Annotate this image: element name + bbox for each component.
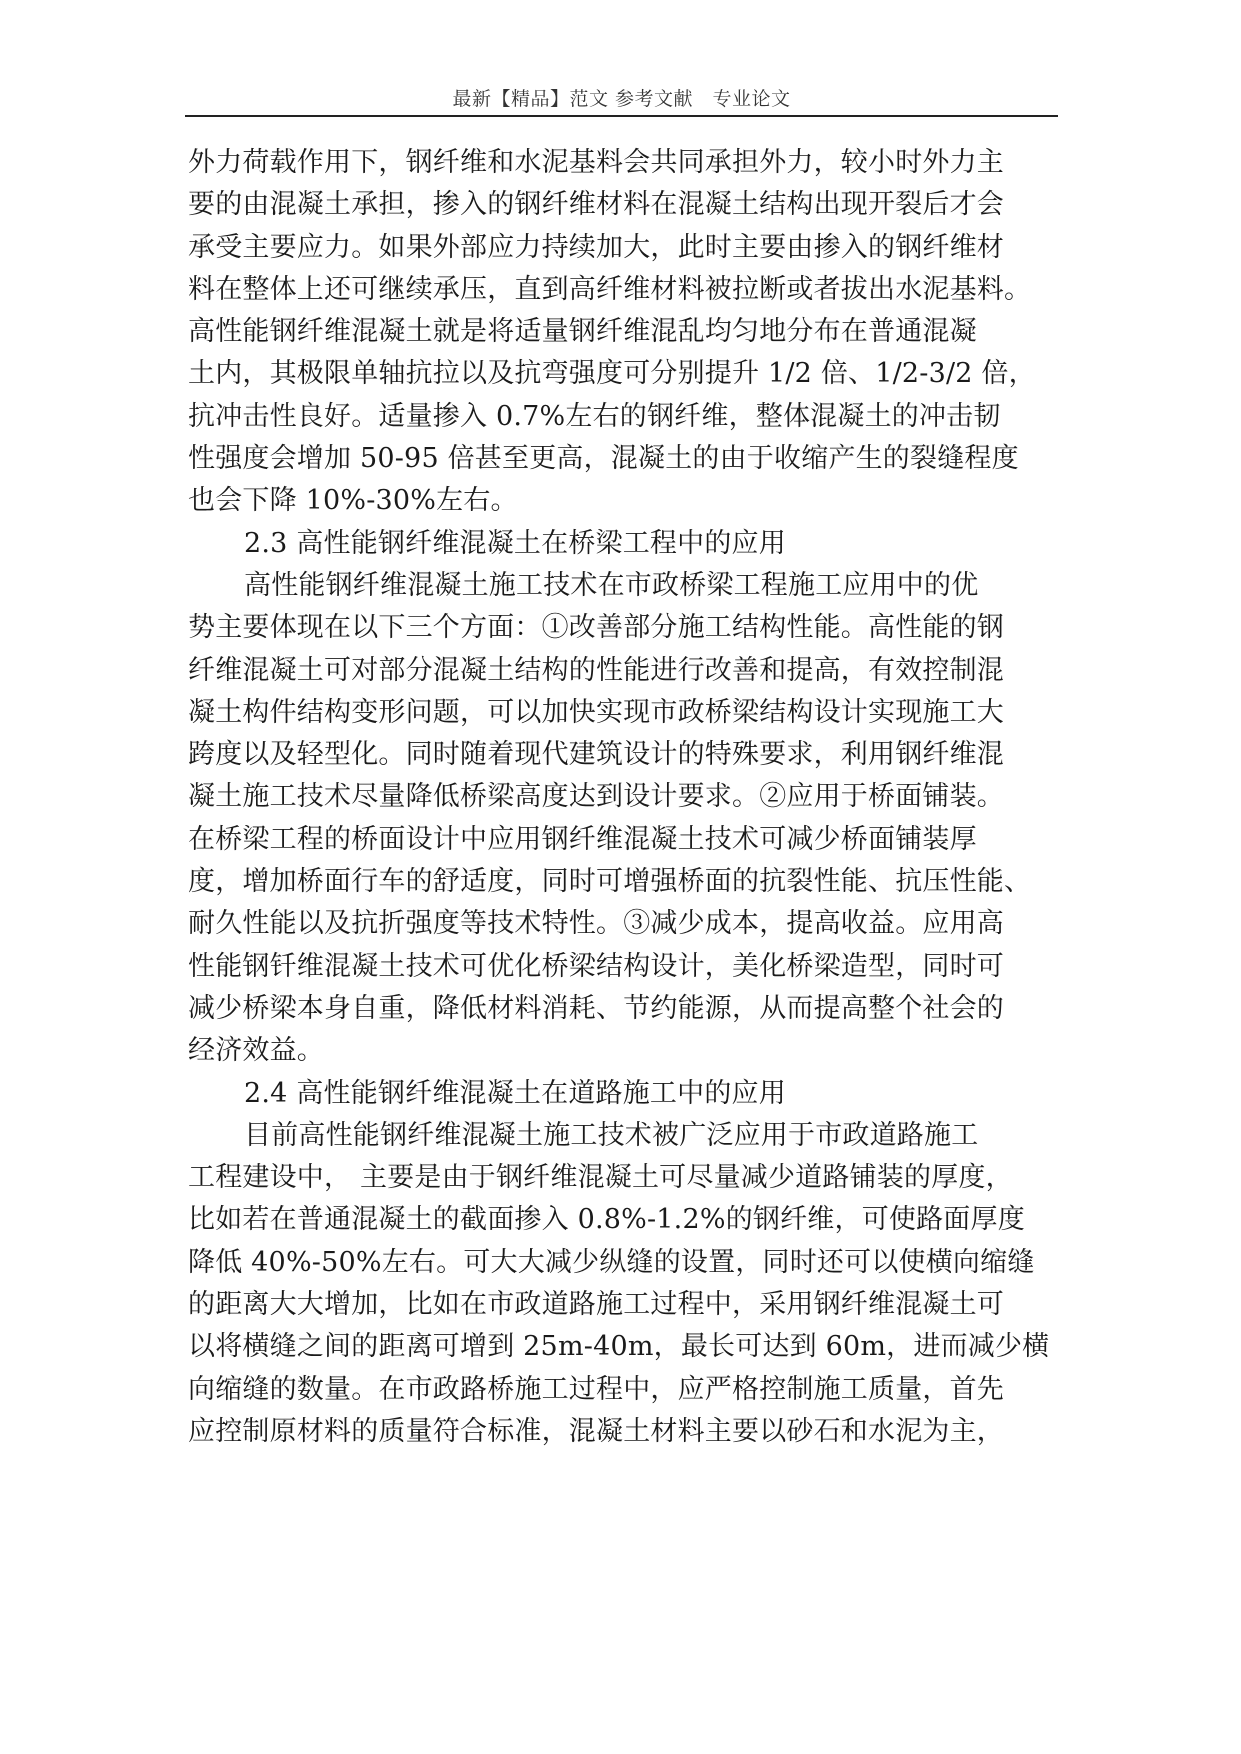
body-text-line: 以将横缝之间的距离可增到 25m-40m，最长可达到 60m，进而减少横 [188, 1331, 1050, 1363]
body-text-line: 比如若在普通混凝土的截面掺入 0.8%-1.2%的钢纤维，可使路面厚度 [188, 1204, 1025, 1236]
body-text-line: 减少桥梁本身自重，降低材料消耗、节约能源，从而提高整个社会的 [188, 992, 1004, 1024]
section-line-indented: 目前高性能钢纤维混凝土施工技术被广泛应用于市政道路施工 [244, 1119, 979, 1151]
document-body [188, 142, 1088, 1453]
body-text-line: 抗冲击性良好。适量掺入 0.7%左右的钢纤维，整体混凝土的冲击韧 [188, 400, 1001, 432]
body-text-line: 向缩缝的数量。在市政路桥施工过程中，应严格控制施工质量，首先 [188, 1373, 1004, 1405]
section-line-indented: 2.4 高性能钢纤维混凝土在道路施工中的应用 [244, 1077, 786, 1109]
body-text-line: 性强度会增加 50-95 倍甚至更高，混凝土的由于收缩产生的裂缝程度 [188, 443, 1019, 475]
body-text-line: 高性能钢纤维混凝土就是将适量钢纤维混乱均匀地分布在普通混凝 [188, 316, 977, 348]
body-text-line: 工程建设中， 主要是由于钢纤维混凝土可尽量减少道路铺装的厚度， [188, 1162, 1013, 1194]
body-text-line: 经济效益。 [188, 1035, 324, 1067]
body-text-line: 耐久性能以及抗折强度等技术特性。③减少成本，提高收益。应用高 [188, 908, 1004, 940]
body-text-line: 要的由混凝土承担，掺入的钢纤维材料在混凝土结构出现开裂后才会 [188, 189, 1004, 221]
body-text-line: 的距离大大增加，比如在市政道路施工过程中，采用钢纤维混凝土可 [188, 1289, 1004, 1321]
section-line-indented: 2.3 高性能钢纤维混凝土在桥梁工程中的应用 [244, 527, 786, 559]
body-text-line: 降低 40%-50%左右。可大大减少纵缝的设置，同时还可以使横向缩缝 [188, 1246, 1035, 1278]
body-text-line: 度，增加桥面行车的舒适度，同时可增强桥面的抗裂性能、抗压性能、 [188, 866, 1032, 898]
body-text-line: 料在整体上还可继续承压，直到高纤维材料被拉断或者拔出水泥基料。 [188, 273, 1032, 305]
body-text-line: 跨度以及轻型化。同时随着现代建筑设计的特殊要求，利用钢纤维混 [188, 739, 1004, 771]
body-text-line: 势主要体现在以下三个方面：①改善部分施工结构性能。高性能的钢 [188, 612, 1004, 644]
section-line-indented: 高性能钢纤维混凝土施工技术在市政桥梁工程施工应用中的优 [244, 569, 979, 601]
body-text-line: 应控制原材料的质量符合标准，混凝土材料主要以砂石和水泥为主， [188, 1415, 1004, 1447]
body-text-line: 土内，其极限单轴抗拉以及抗弯强度可分别提升 1/2 倍、1/2-3/2 倍， [188, 358, 1036, 390]
header-divider [185, 115, 1058, 117]
body-text-line: 凝土构件结构变形问题，可以加快实现市政桥梁结构设计实现施工大 [188, 696, 1004, 728]
page-header: 最新【精品】范文 参考文献 专业论文 [452, 88, 791, 110]
body-text-line: 性能钢钎维混凝土技术可优化桥梁结构设计，美化桥梁造型，同时可 [188, 950, 1004, 982]
body-text-line: 也会下降 10%-30%左右。 [188, 485, 518, 517]
body-text-line: 凝土施工技术尽量降低桥梁高度达到设计要求。②应用于桥面铺装。 [188, 781, 1004, 813]
body-text-line: 纤维混凝土可对部分混凝土结构的性能进行改善和提高，有效控制混 [188, 654, 1004, 686]
body-text-line: 在桥梁工程的桥面设计中应用钢纤维混凝土技术可减少桥面铺装厚 [188, 823, 977, 855]
body-text-line: 承受主要应力。如果外部应力持续加大，此时主要由掺入的钢纤维材 [188, 231, 1004, 263]
body-text-line: 外力荷载作用下，钢纤维和水泥基料会共同承担外力，较小时外力主 [188, 147, 1004, 178]
